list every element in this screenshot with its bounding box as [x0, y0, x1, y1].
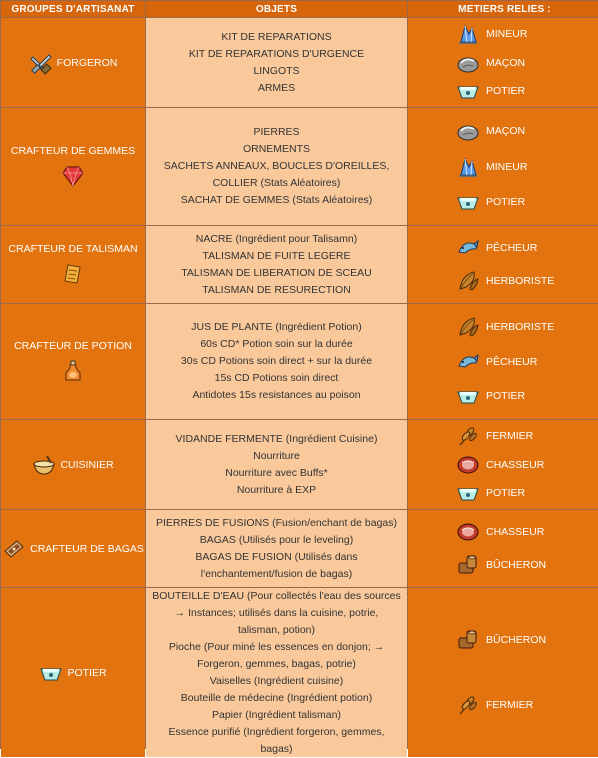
trade-item — [456, 190, 598, 214]
header-trades: METIERS RELIES : — [408, 1, 598, 17]
fish-icon — [456, 236, 480, 260]
stone-icon — [456, 119, 480, 143]
group-label: CRAFTEUR DE TALISMAN — [8, 243, 138, 255]
red-gem-icon — [61, 164, 85, 188]
wheat-icon — [456, 693, 480, 717]
bowl-icon — [39, 661, 63, 685]
trades-cell — [408, 420, 598, 509]
trade-item — [456, 481, 598, 505]
object-line: NACRE (Ingrédient pour Talisamn) — [195, 232, 358, 245]
object-line: Essence purifié (Ingrédient forgeron, gemmes, — [168, 725, 385, 738]
object-line: SACHAT DE GEMMES (Stats Aléatoires) — [180, 194, 373, 206]
bracelet-icon — [2, 537, 26, 561]
group-cell — [1, 588, 145, 757]
object-line: VIDANDE FERMENTE (Ingrédient Cuisine) — [175, 432, 378, 445]
group-label: POTIER — [67, 666, 107, 679]
group-label: CUISINIER — [60, 458, 114, 471]
group-label: CRAFTEUR DE BAGAS — [30, 542, 144, 555]
trade-label: FERMIER — [486, 430, 534, 443]
object-line: BAGAS (Utilisés pour le leveling) — [199, 533, 354, 546]
trade-label: PÊCHEUR — [486, 355, 538, 368]
objects-cell — [146, 420, 407, 509]
trade-item — [456, 693, 598, 717]
trade-item — [456, 453, 598, 477]
trade-label: POTIER — [486, 195, 526, 208]
potion-bottle-icon — [61, 359, 85, 383]
trade-item — [456, 553, 598, 577]
object-line: TALISMAN DE FUITE LEGERE — [202, 249, 351, 262]
object-line: LINGOTS — [253, 64, 300, 77]
object-line: ORNEMENTS — [242, 143, 311, 155]
meat-icon — [456, 520, 480, 544]
bowl-icon — [456, 481, 480, 505]
object-line: BOUTEILLE D'EAU (Pour collectés l'eau des sources — [152, 589, 401, 602]
trade-item — [456, 628, 598, 652]
fish-icon — [456, 350, 480, 374]
logs-icon — [456, 628, 480, 652]
trade-item — [456, 424, 598, 448]
trade-label: CHASSEUR — [486, 525, 545, 538]
object-line: KIT DE REPARATIONS — [221, 30, 332, 43]
trade-label: PÊCHEUR — [486, 241, 538, 254]
object-line: 30s CD Potions soin direct + sur la durée — [180, 355, 373, 367]
object-line: PIERRES DE FUSIONS (Fusion/enchant de bagas) — [155, 516, 398, 529]
trade-label: MINEUR — [486, 160, 528, 173]
object-line: TALISMAN DE RESURECTION — [202, 283, 351, 296]
trades-cell — [408, 226, 598, 303]
blue-crystal-icon — [456, 22, 480, 46]
talisman-scroll-icon — [61, 262, 85, 286]
object-line: ARMES — [257, 81, 296, 94]
object-line: Antidotes 15s resistances au poison — [192, 389, 361, 401]
wheat-icon — [456, 424, 480, 448]
group-cell — [1, 510, 145, 587]
trade-label: MAÇON — [486, 56, 526, 69]
object-line: l'enchantement/fusion de bagas) — [200, 567, 353, 580]
object-line: bagas) — [260, 742, 293, 755]
bowl-icon — [456, 190, 480, 214]
trade-item — [456, 119, 598, 143]
objects-cell — [146, 108, 407, 225]
trade-item — [456, 51, 598, 75]
trade-label: HERBORISTE — [486, 275, 555, 288]
trade-item — [456, 79, 598, 103]
group-cell — [1, 108, 145, 225]
object-line: TALISMAN DE LIBERATION DE SCEAU — [181, 266, 372, 279]
bowl-icon — [456, 79, 480, 103]
object-line: SACHETS ANNEAUX, BOUCLES D'OREILLES, — [163, 160, 390, 172]
object-line: Papier (Ingrédient talisman) — [212, 708, 341, 721]
trade-item — [456, 520, 598, 544]
trades-cell — [408, 108, 598, 225]
trades-cell — [408, 510, 598, 587]
group-cell — [1, 304, 145, 419]
trade-label: POTIER — [486, 486, 526, 499]
trade-item — [456, 384, 598, 408]
header-groups: GROUPES D'ARTISANAT — [1, 1, 145, 17]
group-label: CRAFTEUR DE GEMMES — [10, 145, 136, 157]
object-line: talisman, potion) — [237, 623, 316, 636]
group-cell — [1, 18, 145, 107]
objects-cell — [146, 304, 407, 419]
group-cell — [1, 420, 145, 509]
object-line: 15s CD Potions soin direct — [214, 372, 339, 384]
group-cell — [1, 226, 145, 303]
object-line: Nourriture à EXP — [236, 483, 317, 496]
bowl-icon — [456, 384, 480, 408]
trade-item — [456, 315, 598, 339]
objects-cell — [146, 226, 407, 303]
trade-label: BÛCHERON — [486, 559, 547, 572]
herb-icon — [456, 269, 480, 293]
object-line: BAGAS DE FUSION (Utilisés dans — [195, 550, 358, 563]
logs-icon — [456, 553, 480, 577]
trade-item — [456, 22, 598, 46]
trade-label: MAÇON — [486, 125, 526, 138]
trade-label: POTIER — [486, 84, 526, 97]
object-line: Vaiselles (Ingrédient cuisine) — [209, 674, 344, 687]
object-line: KIT DE REPARATIONS D'URGENCE — [188, 47, 365, 60]
trades-cell — [408, 304, 598, 419]
trade-label: CHASSEUR — [486, 458, 545, 471]
objects-cell — [146, 588, 407, 757]
group-label: FORGERON — [56, 56, 118, 69]
trade-item — [456, 155, 598, 179]
trade-item — [456, 269, 598, 293]
trades-cell — [408, 588, 598, 757]
object-line: JUS DE PLANTE (Ingrédient Potion) — [191, 321, 362, 333]
object-line: Nourriture avec Buffs* — [225, 466, 328, 479]
object-line: → Instances; utilisés dans la cuisine, potrie, — [174, 606, 379, 619]
crossed-hammers-icon — [29, 51, 53, 75]
object-line: Forgeron, gemmes, bagas, potrie) — [197, 657, 356, 670]
object-line: PIERRES — [253, 126, 300, 138]
object-line: COLLIER (Stats Aléatoires) — [212, 177, 341, 189]
objects-cell — [146, 18, 407, 107]
header-objects: OBJETS — [146, 1, 407, 17]
trade-item — [456, 350, 598, 374]
object-line: Pioche (Pour miné les essences en donjon; → — [168, 640, 385, 653]
meat-icon — [456, 453, 480, 477]
trade-label: FERMIER — [486, 698, 534, 711]
trade-label: MINEUR — [486, 28, 528, 41]
food-bowl-icon — [32, 453, 56, 477]
trades-cell — [408, 18, 598, 107]
trade-item — [456, 236, 598, 260]
trade-label: BÛCHERON — [486, 634, 547, 647]
trade-label: POTIER — [486, 390, 526, 403]
stone-icon — [456, 51, 480, 75]
herb-icon — [456, 315, 480, 339]
object-line: Bouteille de médecine (Ingrédient potion) — [180, 691, 373, 704]
object-line: Nourriture — [253, 449, 300, 462]
trade-label: HERBORISTE — [486, 320, 555, 333]
objects-cell — [146, 510, 407, 587]
group-label: CRAFTEUR DE POTION — [14, 340, 132, 352]
object-line: 60s CD* Potion soin sur la durée — [200, 338, 353, 350]
blue-crystal-icon — [456, 155, 480, 179]
